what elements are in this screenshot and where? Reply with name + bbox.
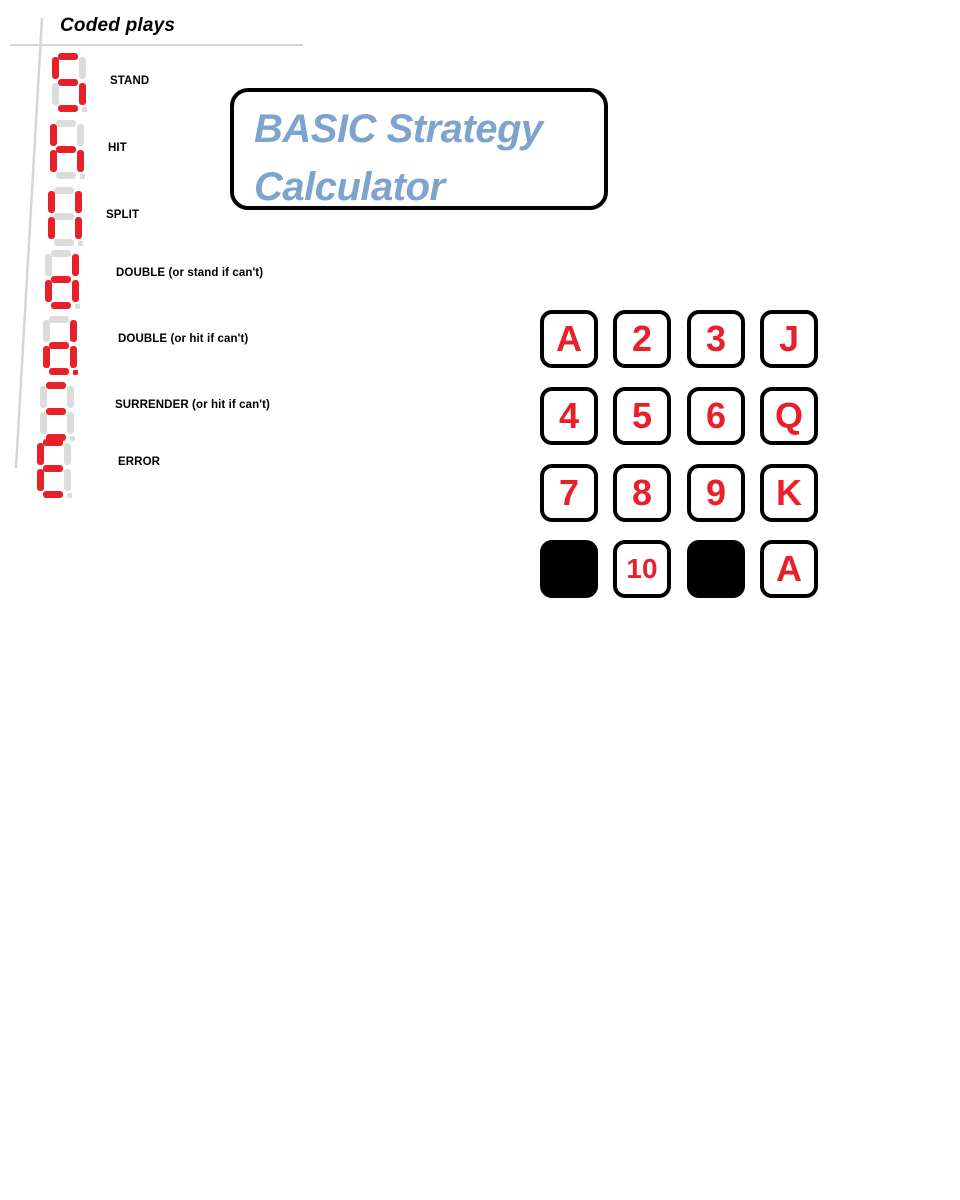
segment-c (67, 412, 74, 434)
segment-b (75, 191, 82, 213)
key-9[interactable]: 9 (687, 464, 745, 522)
key-6[interactable]: 6 (687, 387, 745, 445)
segment-e (52, 83, 59, 105)
key-blank-left[interactable] (540, 540, 598, 598)
app-title-line-1: BASIC Strategy (254, 107, 543, 151)
segment-decimal-point (73, 370, 78, 375)
key-j[interactable]: J (760, 310, 818, 368)
segment-c (77, 150, 84, 172)
segment-g (56, 146, 76, 153)
segment-d (56, 172, 76, 179)
segment-d (58, 105, 78, 112)
legend-label-hit: HIT (108, 142, 127, 154)
seven-segment-display-double-hit (39, 315, 81, 377)
segment-g (49, 342, 69, 349)
segment-c (72, 280, 79, 302)
segment-d (43, 491, 63, 498)
segment-e (40, 412, 47, 434)
segment-a (46, 382, 66, 389)
key-k[interactable]: K (760, 464, 818, 522)
legend-item-surrender (36, 381, 336, 445)
segment-b (70, 320, 77, 342)
legend-label-error: ERROR (118, 456, 161, 468)
segment-d (54, 239, 74, 246)
coded-plays-legend (0, 0, 360, 500)
segment-c (79, 83, 86, 105)
segment-d (49, 368, 69, 375)
segment-c (75, 217, 82, 239)
segment-d (51, 302, 71, 309)
segment-b (72, 254, 79, 276)
segment-g (54, 213, 74, 220)
key-2[interactable]: 2 (613, 310, 671, 368)
segment-b (79, 57, 86, 79)
seven-segment-display-stand (48, 52, 90, 114)
app-title (254, 100, 594, 216)
segment-f (40, 386, 47, 408)
segment-e (45, 280, 52, 302)
segment-c (70, 346, 77, 368)
segment-f (48, 191, 55, 213)
key-7[interactable]: 7 (540, 464, 598, 522)
legend-item-double-hit (39, 315, 339, 379)
key-a-1[interactable]: A (540, 310, 598, 368)
key-5[interactable]: 5 (613, 387, 671, 445)
legend-item-error (33, 438, 333, 502)
segment-decimal-point (78, 241, 83, 246)
legend-label-stand: STAND (110, 75, 150, 87)
segment-decimal-point (82, 107, 87, 112)
seven-segment-display-surrender (36, 381, 78, 443)
segment-e (37, 469, 44, 491)
segment-e (43, 346, 50, 368)
segment-f (50, 124, 57, 146)
segment-a (49, 316, 69, 323)
legend-item-double-stand (41, 249, 341, 313)
key-a-2[interactable]: A (760, 540, 818, 598)
key-q[interactable]: Q (760, 387, 818, 445)
segment-c (64, 469, 71, 491)
card-keypad (540, 310, 820, 598)
app-title-plate (230, 88, 608, 210)
seven-segment-display-error (33, 438, 75, 500)
segment-f (37, 443, 44, 465)
segment-f (43, 320, 50, 342)
page-title: Coded plays (60, 15, 176, 36)
segment-g (46, 408, 66, 415)
legend-label-double-stand: DOUBLE (or stand if can't) (116, 267, 264, 279)
segment-a (58, 53, 78, 60)
segment-decimal-point (67, 493, 72, 498)
segment-decimal-point (80, 174, 85, 179)
segment-a (43, 439, 63, 446)
legend-label-double-hit: DOUBLE (or hit if can't) (118, 333, 249, 345)
segment-g (43, 465, 63, 472)
legend-label-surrender: SURRENDER (or hit if can't) (115, 399, 270, 411)
seven-segment-display-double-stand (41, 249, 83, 311)
segment-e (50, 150, 57, 172)
key-3[interactable]: 3 (687, 310, 745, 368)
segment-b (77, 124, 84, 146)
seven-segment-display-split (44, 186, 86, 248)
legend-label-split: SPLIT (106, 209, 140, 221)
seven-segment-display-hit (46, 119, 88, 181)
segment-a (51, 250, 71, 257)
segment-b (67, 386, 74, 408)
key-blank-right[interactable] (687, 540, 745, 598)
segment-a (54, 187, 74, 194)
segment-f (52, 57, 59, 79)
key-10[interactable]: 10 (613, 540, 671, 598)
segment-a (56, 120, 76, 127)
key-8[interactable]: 8 (613, 464, 671, 522)
key-4[interactable]: 4 (540, 387, 598, 445)
segment-g (51, 276, 71, 283)
app-title-line-2: Calculator (254, 165, 445, 209)
segment-b (64, 443, 71, 465)
segment-g (58, 79, 78, 86)
segment-f (45, 254, 52, 276)
segment-e (48, 217, 55, 239)
segment-decimal-point (75, 304, 80, 309)
